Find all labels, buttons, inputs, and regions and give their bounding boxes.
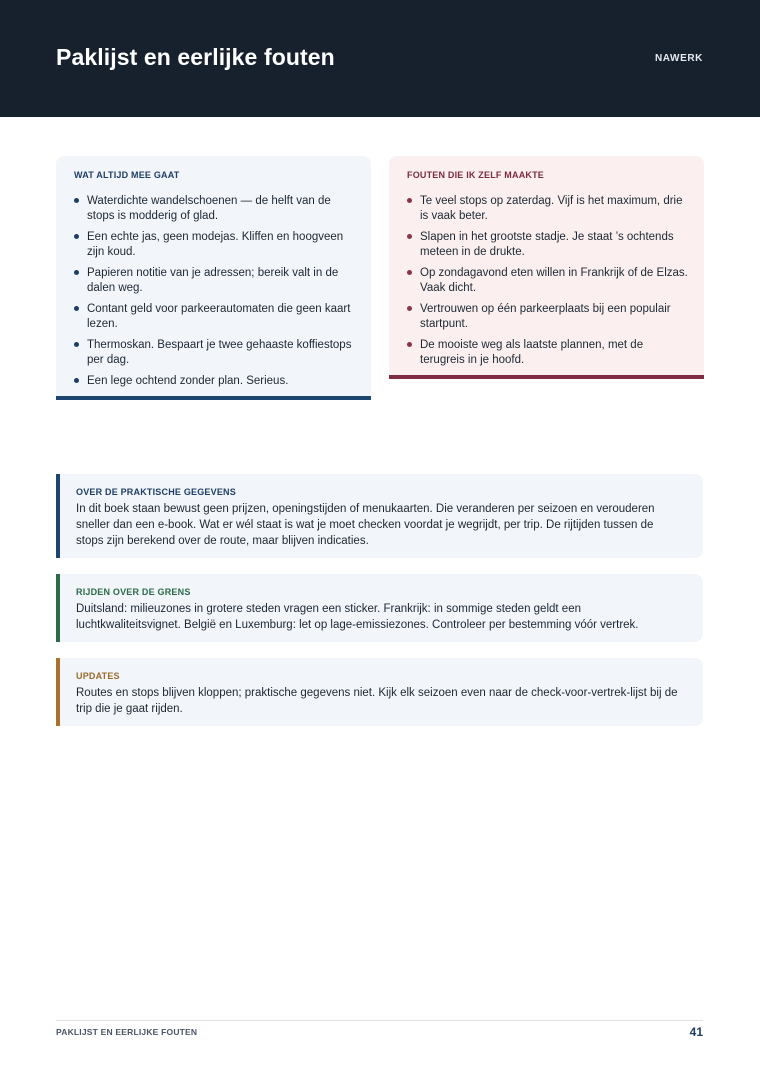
note-accent-bar [56,574,60,642]
list-item [407,302,688,332]
note-accent-bar [56,658,60,726]
note-text: In dit boek staan bewust geen prijzen, openingstijden of menukaarten. Die veranderen per seizoen en verouderen sneller dan een e-book. Wat er wél staat is wat je moet checken voordat je wegrijdt, per trip. De rijtijden tussen de stops zijn berekend over de route, maar blijven indicaties. [76,503,655,547]
list-item [407,194,688,224]
list-item [407,266,688,296]
mistakes-card [389,156,704,379]
list-item-text: Thermoskan. Bespaart je twee gehaaste koffiestops per dag. [87,339,352,366]
note-updates [56,658,703,726]
bullet-icon [407,198,412,203]
running-title: PAKLIJST EN EERLIJKE FOUTEN [56,1027,198,1037]
list-item [74,230,355,260]
packing-list [74,194,355,389]
list-item [407,230,688,260]
packing-list-title: WAT ALTIJD MEE GAAT [74,170,180,180]
footer-divider [56,1020,703,1021]
bullet-icon [407,270,412,275]
bullet-icon [74,198,79,203]
list-item-text: Papieren notitie van je adressen; bereik valt in de dalen weg. [87,267,339,294]
bullet-icon [74,342,79,347]
list-item-text: Waterdichte wandelschoenen — de helft van de stops is modderig of glad. [87,195,331,222]
note-border-driving [56,574,703,642]
bullet-icon [407,342,412,347]
list-item [74,302,355,332]
bullet-icon [74,234,79,239]
bullet-icon [74,378,79,383]
bullet-icon [74,270,79,275]
bullet-icon [407,306,412,311]
list-item-text: Een echte jas, geen modejas. Kliffen en hoogveen zijn koud. [87,231,344,258]
list-item-text: Contant geld voor parkeerautomaten die geen kaart lezen. [87,303,351,330]
page-title: Paklijst en eerlijke fouten [56,44,335,70]
list-item [74,266,355,296]
list-item [407,338,688,368]
note-title: RIJDEN OVER DE GRENS [76,587,191,597]
list-item-text: Vertrouwen op één parkeerplaats bij een populair startpunt. [420,303,671,330]
note-practical-info [56,474,703,558]
page-header [0,0,760,117]
note-title: UPDATES [76,671,120,681]
list-item [74,374,355,389]
note-text: Duitsland: milieuzones in grotere steden vragen een sticker. Frankrijk: in sommige steden geldt een luchtkwaliteitsvignet. België en Luxemburg: let op lage-emissiezones. Controleer per bestemming vóór vertrek. [76,603,639,631]
mistakes-list [407,194,688,368]
page-number: 41 [689,1025,703,1039]
bullet-icon [74,306,79,311]
list-item-text: Te veel stops op zaterdag. Vijf is het maximum, drie is vaak beter. [420,195,683,222]
note-title: OVER DE PRAKTISCHE GEGEVENS [76,487,236,497]
section-label: NAWERK [654,53,703,64]
list-item-text: Slapen in het grootste stadje. Je staat ’s ochtends meteen in de drukte. [420,231,674,258]
list-item-text: Een lege ochtend zonder plan. Serieus. [87,375,289,387]
list-item [74,194,355,224]
note-accent-bar [56,474,60,558]
list-item-text: De mooiste weg als laatste plannen, met de terugreis in je hoofd. [420,339,644,366]
mistakes-title: FOUTEN DIE IK ZELF MAAKTE [407,170,544,180]
list-item [74,338,355,368]
bullet-icon [407,234,412,239]
list-item-text: Op zondagavond eten willen in Frankrijk of de Elzas. Vaak dicht. [420,267,688,294]
note-text: Routes en stops blijven kloppen; praktische gegevens niet. Kijk elk seizoen even naar de check-voor-vertrek-lijst bij de trip die je gaat rijden. [76,687,678,715]
packing-list-card [56,156,371,400]
